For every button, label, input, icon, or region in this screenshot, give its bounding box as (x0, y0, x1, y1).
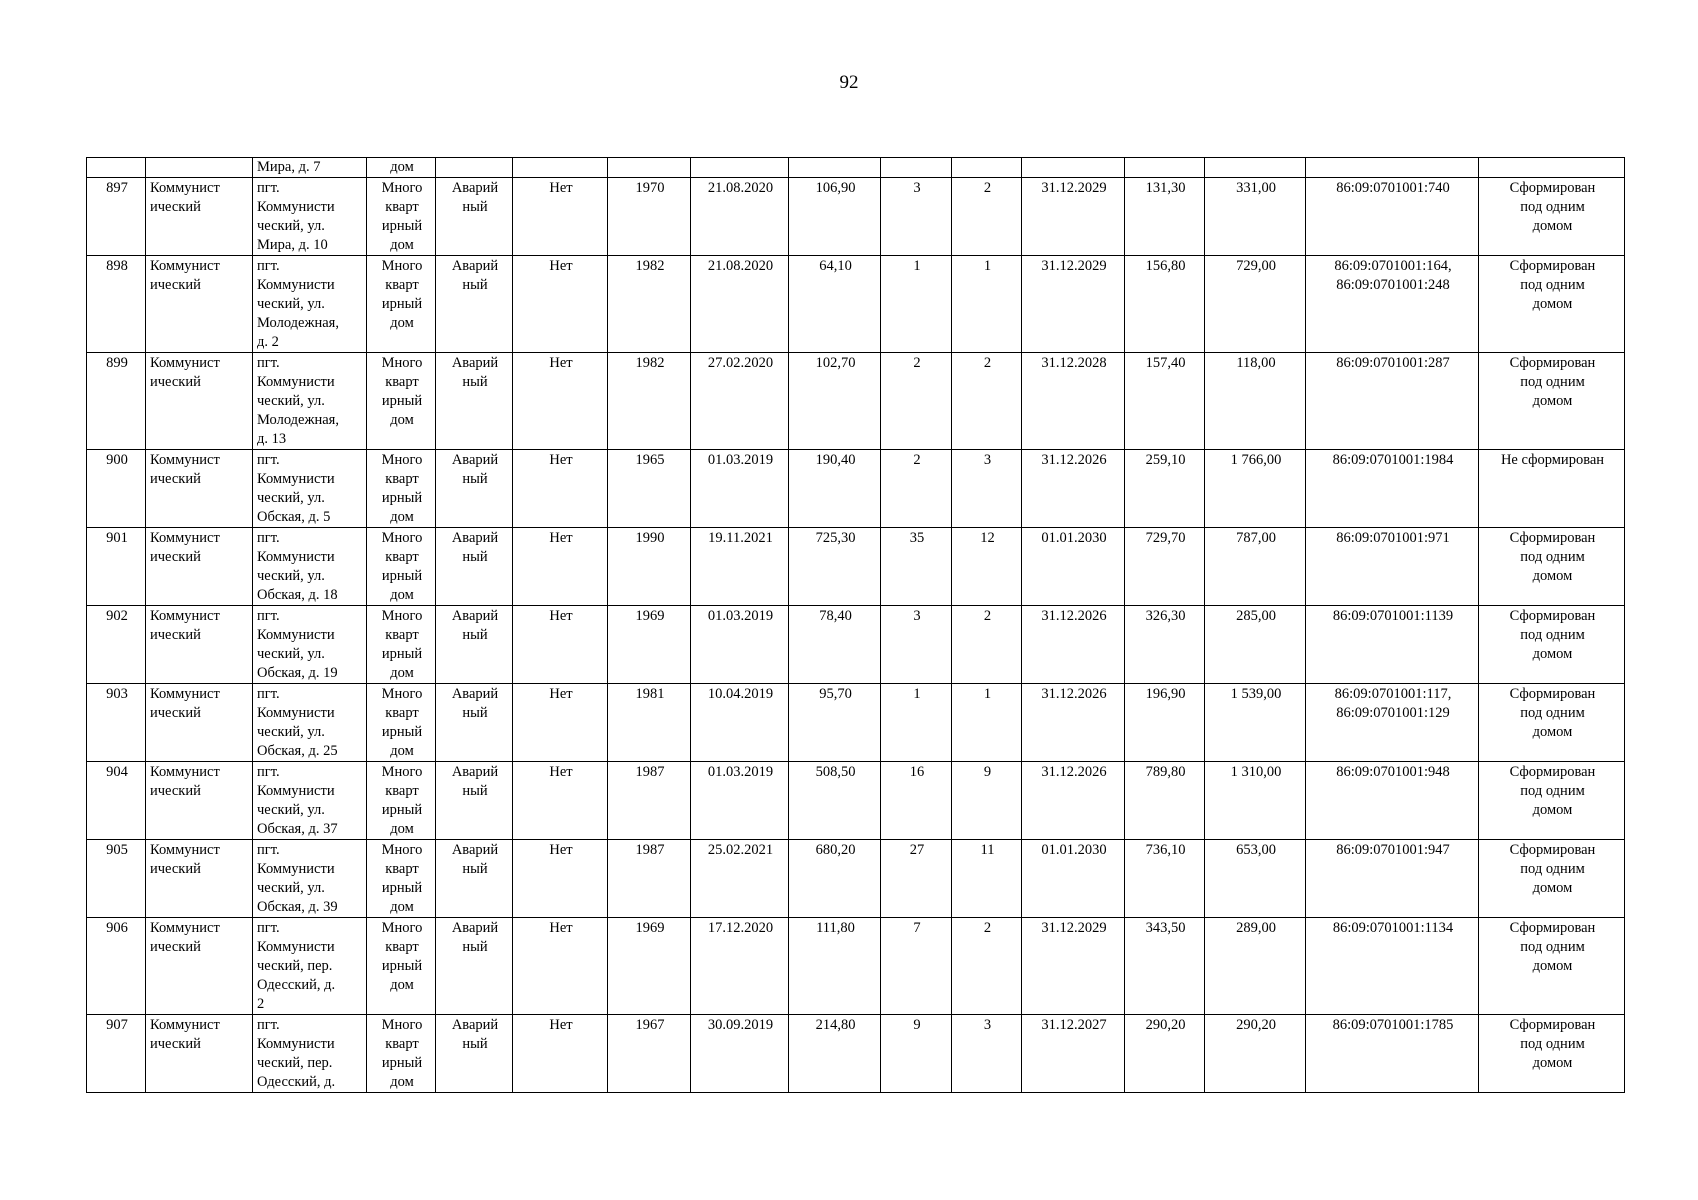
housing-registry-table (86, 157, 1625, 1093)
cell-house-type: Много кварт ирный дом (367, 918, 436, 1015)
table-row (87, 918, 1625, 1015)
table-row (87, 256, 1625, 353)
page-number: 92 (839, 72, 859, 93)
cell-house-type: Много кварт ирный дом (367, 256, 436, 353)
cell-planned-date: 31.12.2027 (1022, 1015, 1125, 1093)
cell-land-area: 1 539,00 (1205, 684, 1306, 762)
cell-premises: 2 (952, 918, 1022, 1015)
cell-cadastral-number: 86:09:0701001:117, 86:09:0701001:129 (1306, 684, 1479, 762)
cell-residents: 3 (881, 178, 952, 256)
cell-planned-date: 31.12.2026 (1022, 606, 1125, 684)
cell-recognition-date: 10.04.2019 (691, 684, 789, 762)
cell-land-status: Не сформирован (1479, 450, 1625, 528)
cell-number: 906 (87, 918, 146, 1015)
cell-cadastral-number: 86:09:0701001:947 (1306, 840, 1479, 918)
cell-planned-date: 01.01.2030 (1022, 840, 1125, 918)
cell-house-type: Много кварт ирный дом (367, 1015, 436, 1093)
cont-cell-area (789, 158, 881, 178)
cell-land-area: 729,00 (1205, 256, 1306, 353)
cell-house-type: Много кварт ирный дом (367, 684, 436, 762)
cell-residents: 7 (881, 918, 952, 1015)
table-row (87, 178, 1625, 256)
cell-recognition-date: 25.02.2021 (691, 840, 789, 918)
cell-house-type: Много кварт ирный дом (367, 450, 436, 528)
cell-status: Аварий ный (436, 840, 513, 918)
cell-year-built: 1987 (608, 762, 691, 840)
cell-cadastral-number: 86:09:0701001:971 (1306, 528, 1479, 606)
table-row (87, 1015, 1625, 1093)
cell-house-type: Много кварт ирный дом (367, 762, 436, 840)
cell-residents: 35 (881, 528, 952, 606)
cell-area: 508,50 (789, 762, 881, 840)
cell-year-built: 1987 (608, 840, 691, 918)
cell-residents: 2 (881, 450, 952, 528)
cell-land-status: Сформирован под одним домом (1479, 684, 1625, 762)
cell-premises: 3 (952, 1015, 1022, 1093)
cell-municipality: Коммунист ический (146, 1015, 253, 1093)
cell-number: 898 (87, 256, 146, 353)
cell-total-area: 131,30 (1125, 178, 1205, 256)
table-body (87, 158, 1625, 1093)
cell-recognition-date: 17.12.2020 (691, 918, 789, 1015)
cell-land-area: 331,00 (1205, 178, 1306, 256)
cell-residents: 27 (881, 840, 952, 918)
cont-cell-heritage (513, 158, 608, 178)
cell-area: 111,80 (789, 918, 881, 1015)
continuation-row (87, 158, 1625, 178)
cell-total-area: 259,10 (1125, 450, 1205, 528)
cell-residents: 3 (881, 606, 952, 684)
cell-address: пгт. Коммунисти ческий, ул. Обская, д. 19 (253, 606, 367, 684)
cell-planned-date: 31.12.2029 (1022, 918, 1125, 1015)
cell-municipality: Коммунист ический (146, 353, 253, 450)
cell-planned-date: 31.12.2026 (1022, 450, 1125, 528)
cell-year-built: 1965 (608, 450, 691, 528)
cell-address: пгт. Коммунисти ческий, ул. Молодежная, д. 2 (253, 256, 367, 353)
cell-land-area: 1 766,00 (1205, 450, 1306, 528)
cell-municipality: Коммунист ический (146, 178, 253, 256)
cont-cell-date (691, 158, 789, 178)
cell-land-status: Сформирован под одним домом (1479, 178, 1625, 256)
cell-municipality: Коммунист ический (146, 762, 253, 840)
cell-year-built: 1981 (608, 684, 691, 762)
cont-cell-premises (952, 158, 1022, 178)
cell-land-area: 289,00 (1205, 918, 1306, 1015)
cell-premises: 2 (952, 606, 1022, 684)
table-row (87, 606, 1625, 684)
cell-status: Аварий ный (436, 353, 513, 450)
cell-land-status: Сформирован под одним домом (1479, 528, 1625, 606)
table-row (87, 684, 1625, 762)
table-row (87, 840, 1625, 918)
cell-premises: 1 (952, 256, 1022, 353)
cell-area: 106,90 (789, 178, 881, 256)
cell-land-status: Сформирован под одним домом (1479, 918, 1625, 1015)
cell-land-area: 285,00 (1205, 606, 1306, 684)
cont-cell-total-area (1125, 158, 1205, 178)
cell-total-area: 196,90 (1125, 684, 1205, 762)
cell-status: Аварий ный (436, 178, 513, 256)
cell-number: 907 (87, 1015, 146, 1093)
cell-house-type: Много кварт ирный дом (367, 353, 436, 450)
cell-number: 897 (87, 178, 146, 256)
cell-address: пгт. Коммунисти ческий, ул. Мира, д. 10 (253, 178, 367, 256)
cell-cultural-heritage: Нет (513, 256, 608, 353)
cell-address: пгт. Коммунисти ческий, ул. Молодежная, д. 13 (253, 353, 367, 450)
cell-planned-date: 31.12.2026 (1022, 684, 1125, 762)
cell-premises: 3 (952, 450, 1022, 528)
cell-status: Аварий ный (436, 762, 513, 840)
cell-planned-date: 31.12.2029 (1022, 178, 1125, 256)
cell-cadastral-number: 86:09:0701001:1134 (1306, 918, 1479, 1015)
cell-house-type: Много кварт ирный дом (367, 606, 436, 684)
cell-area: 190,40 (789, 450, 881, 528)
cell-land-area: 787,00 (1205, 528, 1306, 606)
cont-cell-land-status (1479, 158, 1625, 178)
cell-number: 903 (87, 684, 146, 762)
cell-number: 901 (87, 528, 146, 606)
cell-municipality: Коммунист ический (146, 918, 253, 1015)
cell-cadastral-number: 86:09:0701001:1984 (1306, 450, 1479, 528)
cell-cadastral-number: 86:09:0701001:1785 (1306, 1015, 1479, 1093)
cell-land-area: 653,00 (1205, 840, 1306, 918)
cell-recognition-date: 01.03.2019 (691, 450, 789, 528)
cont-cell-status (436, 158, 513, 178)
cell-cultural-heritage: Нет (513, 918, 608, 1015)
cell-premises: 11 (952, 840, 1022, 918)
cell-number: 900 (87, 450, 146, 528)
cell-premises: 9 (952, 762, 1022, 840)
cell-total-area: 326,30 (1125, 606, 1205, 684)
cell-status: Аварий ный (436, 256, 513, 353)
cell-planned-date: 31.12.2026 (1022, 762, 1125, 840)
cell-area: 64,10 (789, 256, 881, 353)
cell-premises: 2 (952, 353, 1022, 450)
cell-area: 102,70 (789, 353, 881, 450)
cell-total-area: 736,10 (1125, 840, 1205, 918)
cell-residents: 9 (881, 1015, 952, 1093)
cell-status: Аварий ный (436, 1015, 513, 1093)
cell-total-area: 343,50 (1125, 918, 1205, 1015)
cell-area: 725,30 (789, 528, 881, 606)
cont-cell-num (87, 158, 146, 178)
cell-land-status: Сформирован под одним домом (1479, 762, 1625, 840)
cont-cell-residents (881, 158, 952, 178)
cell-cultural-heritage: Нет (513, 353, 608, 450)
cell-address: пгт. Коммунисти ческий, ул. Обская, д. 25 (253, 684, 367, 762)
cell-year-built: 1990 (608, 528, 691, 606)
cell-total-area: 157,40 (1125, 353, 1205, 450)
cont-cell-address: Мира, д. 7 (253, 158, 367, 178)
cell-recognition-date: 19.11.2021 (691, 528, 789, 606)
cell-premises: 12 (952, 528, 1022, 606)
cell-cultural-heritage: Нет (513, 840, 608, 918)
cell-house-type: Много кварт ирный дом (367, 178, 436, 256)
cell-address: пгт. Коммунисти ческий, ул. Обская, д. 18 (253, 528, 367, 606)
cell-recognition-date: 01.03.2019 (691, 606, 789, 684)
cell-area: 78,40 (789, 606, 881, 684)
cell-status: Аварий ный (436, 450, 513, 528)
cell-municipality: Коммунист ический (146, 528, 253, 606)
cell-land-area: 118,00 (1205, 353, 1306, 450)
cell-cultural-heritage: Нет (513, 1015, 608, 1093)
cont-cell-municipality (146, 158, 253, 178)
cell-cultural-heritage: Нет (513, 178, 608, 256)
cell-land-status: Сформирован под одним домом (1479, 353, 1625, 450)
cell-cultural-heritage: Нет (513, 684, 608, 762)
cell-land-status: Сформирован под одним домом (1479, 256, 1625, 353)
cell-municipality: Коммунист ический (146, 256, 253, 353)
cell-address: пгт. Коммунисти ческий, пер. Одесский, д. 2 (253, 918, 367, 1015)
cell-house-type: Много кварт ирный дом (367, 528, 436, 606)
cell-land-area: 290,20 (1205, 1015, 1306, 1093)
cell-area: 95,70 (789, 684, 881, 762)
cell-cultural-heritage: Нет (513, 450, 608, 528)
cell-cadastral-number: 86:09:0701001:287 (1306, 353, 1479, 450)
cell-status: Аварий ный (436, 528, 513, 606)
cell-total-area: 156,80 (1125, 256, 1205, 353)
cont-cell-year (608, 158, 691, 178)
cell-year-built: 1982 (608, 256, 691, 353)
cell-cadastral-number: 86:09:0701001:164, 86:09:0701001:248 (1306, 256, 1479, 353)
cell-area: 214,80 (789, 1015, 881, 1093)
cell-cultural-heritage: Нет (513, 606, 608, 684)
cell-recognition-date: 30.09.2019 (691, 1015, 789, 1093)
cell-recognition-date: 21.08.2020 (691, 256, 789, 353)
cell-number: 902 (87, 606, 146, 684)
cell-total-area: 789,80 (1125, 762, 1205, 840)
cell-status: Аварий ный (436, 918, 513, 1015)
cell-year-built: 1970 (608, 178, 691, 256)
cell-planned-date: 01.01.2030 (1022, 528, 1125, 606)
cell-residents: 1 (881, 684, 952, 762)
cell-recognition-date: 21.08.2020 (691, 178, 789, 256)
cell-premises: 2 (952, 178, 1022, 256)
cell-address: пгт. Коммунисти ческий, ул. Обская, д. 39 (253, 840, 367, 918)
cell-residents: 1 (881, 256, 952, 353)
cont-cell-cadastral (1306, 158, 1479, 178)
table-row (87, 528, 1625, 606)
cell-land-status: Сформирован под одним домом (1479, 840, 1625, 918)
cell-municipality: Коммунист ический (146, 450, 253, 528)
cont-cell-house-type: дом (367, 158, 436, 178)
cont-cell-land-area (1205, 158, 1306, 178)
cell-land-status: Сформирован под одним домом (1479, 606, 1625, 684)
cell-recognition-date: 27.02.2020 (691, 353, 789, 450)
cell-address: пгт. Коммунисти ческий, пер. Одесский, д. (253, 1015, 367, 1093)
cell-residents: 16 (881, 762, 952, 840)
cell-year-built: 1982 (608, 353, 691, 450)
cell-status: Аварий ный (436, 684, 513, 762)
table-row (87, 353, 1625, 450)
cell-planned-date: 31.12.2029 (1022, 256, 1125, 353)
cell-cultural-heritage: Нет (513, 762, 608, 840)
cell-residents: 2 (881, 353, 952, 450)
cell-year-built: 1969 (608, 918, 691, 1015)
cell-house-type: Много кварт ирный дом (367, 840, 436, 918)
cell-municipality: Коммунист ический (146, 840, 253, 918)
cell-planned-date: 31.12.2028 (1022, 353, 1125, 450)
cell-land-area: 1 310,00 (1205, 762, 1306, 840)
cell-cadastral-number: 86:09:0701001:740 (1306, 178, 1479, 256)
table-row (87, 450, 1625, 528)
cell-number: 899 (87, 353, 146, 450)
cell-total-area: 729,70 (1125, 528, 1205, 606)
cell-number: 905 (87, 840, 146, 918)
cell-address: пгт. Коммунисти ческий, ул. Обская, д. 37 (253, 762, 367, 840)
cell-premises: 1 (952, 684, 1022, 762)
cell-cadastral-number: 86:09:0701001:948 (1306, 762, 1479, 840)
cell-municipality: Коммунист ический (146, 606, 253, 684)
cell-recognition-date: 01.03.2019 (691, 762, 789, 840)
cell-municipality: Коммунист ический (146, 684, 253, 762)
cell-year-built: 1967 (608, 1015, 691, 1093)
cell-land-status: Сформирован под одним домом (1479, 1015, 1625, 1093)
cell-year-built: 1969 (608, 606, 691, 684)
cell-address: пгт. Коммунисти ческий, ул. Обская, д. 5 (253, 450, 367, 528)
cell-number: 904 (87, 762, 146, 840)
table-row (87, 762, 1625, 840)
cell-cadastral-number: 86:09:0701001:1139 (1306, 606, 1479, 684)
cont-cell-planned (1022, 158, 1125, 178)
cell-area: 680,20 (789, 840, 881, 918)
cell-status: Аварий ный (436, 606, 513, 684)
cell-total-area: 290,20 (1125, 1015, 1205, 1093)
cell-cultural-heritage: Нет (513, 528, 608, 606)
